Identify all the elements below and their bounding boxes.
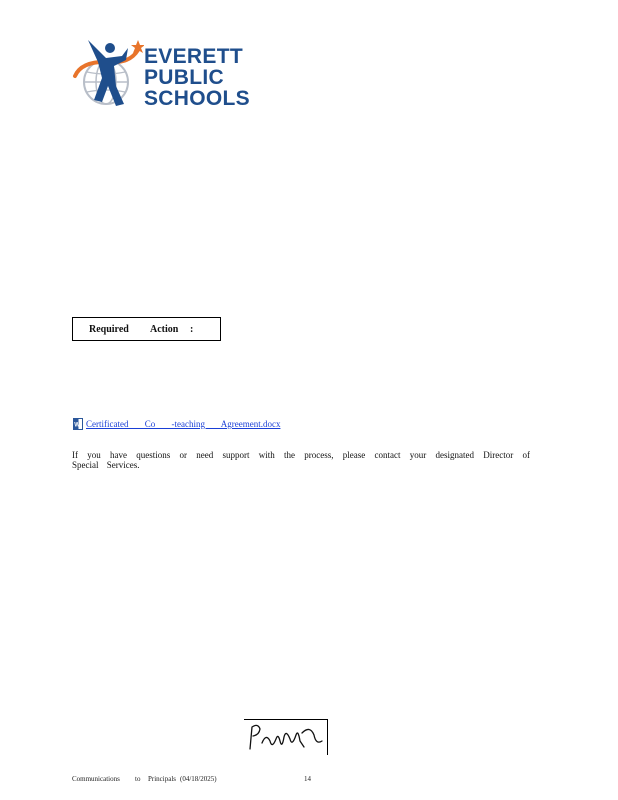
required-action-box bbox=[72, 317, 221, 341]
attachment-link[interactable]: Certificated Co -teaching Agreement.docx bbox=[86, 419, 281, 429]
svg-text:W: W bbox=[74, 422, 80, 429]
footer-page-number: 14 bbox=[304, 775, 311, 783]
word-document-icon bbox=[73, 418, 83, 430]
globe-figure-icon bbox=[72, 36, 144, 112]
logo-line-3: SCHOOLS bbox=[144, 87, 250, 110]
footer-title: Communications bbox=[72, 775, 120, 783]
logo-line-2: PUBLIC bbox=[144, 66, 224, 89]
signature-scribble-icon bbox=[244, 719, 328, 755]
footer-to: to bbox=[135, 775, 141, 783]
colon-label: : bbox=[190, 323, 194, 335]
footer-audience: Principals bbox=[148, 775, 176, 783]
required-label: Required bbox=[89, 323, 129, 335]
footer-date: (04/18/2025) bbox=[180, 775, 217, 783]
action-label: Action bbox=[150, 323, 179, 335]
logo-wordmark bbox=[144, 46, 250, 109]
signature bbox=[244, 719, 328, 755]
district-logo bbox=[72, 36, 252, 112]
support-paragraph: If you have questions or need support with the process, please contact your designated Director of Special Services. bbox=[72, 450, 530, 470]
logo-line-1: EVERETT bbox=[144, 45, 243, 68]
attachment-link-row[interactable] bbox=[73, 418, 280, 430]
